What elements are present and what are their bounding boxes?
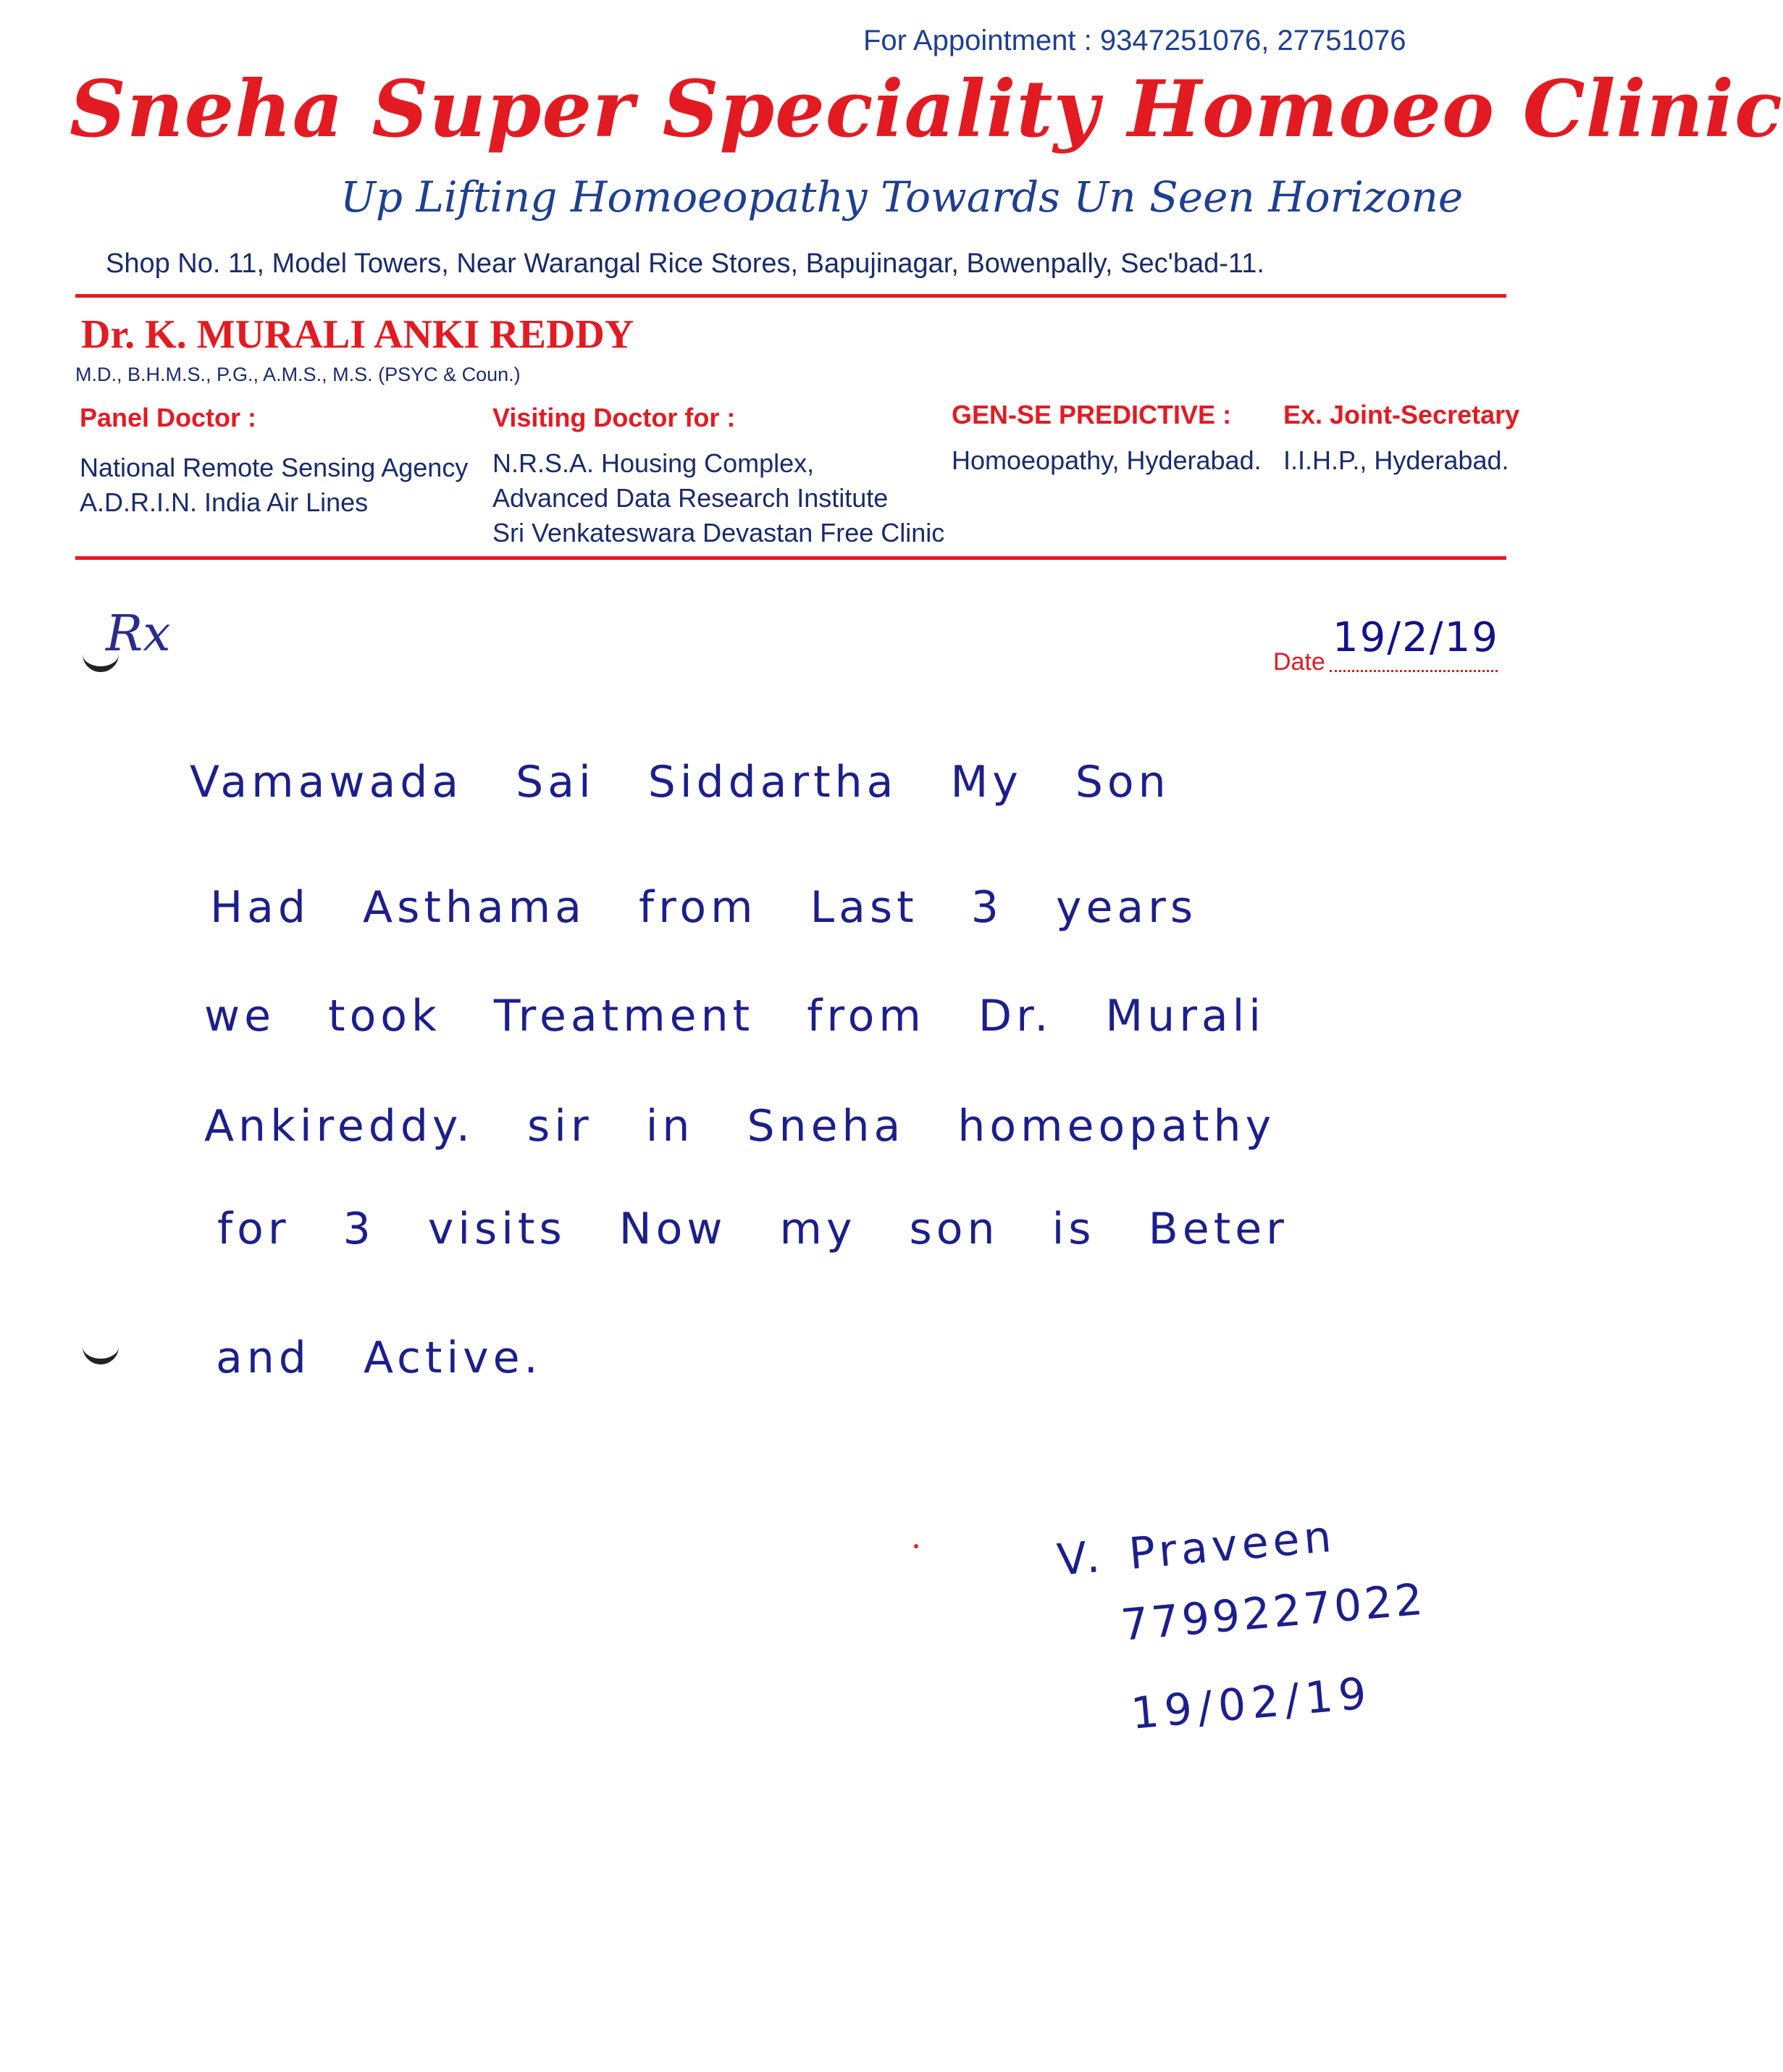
date-label: Date	[1273, 648, 1325, 676]
doctor-name: Dr. K. MURALI ANKI REDDY	[81, 312, 634, 357]
gen-se-predictive-column	[952, 400, 1262, 478]
column-heading: GEN-SE PREDICTIVE :	[952, 400, 1232, 429]
column-heading: Visiting Doctor for :	[492, 403, 736, 432]
signature-phone: 7799227022	[1118, 1574, 1428, 1651]
column-heading: Ex. Joint-Secretary	[1283, 400, 1520, 429]
rx-symbol: Rx	[106, 605, 171, 663]
note-line: Vamawada Sai Siddartha My Son	[190, 757, 1170, 808]
column-line: Sri Venkateswara Devastan Free Clinic	[492, 518, 945, 548]
doctor-degrees: M.D., B.H.M.S., P.G., A.M.S., M.S. (PSYC & Coun.)	[75, 364, 521, 385]
punch-hole	[83, 647, 119, 672]
ink-speck	[914, 1544, 918, 1548]
clinic-name: Sneha Super Speciality Homoeo Clinic	[70, 64, 1783, 155]
note-line: Had Asthama from Last 3 years	[210, 882, 1198, 933]
joint-secretary-column	[1283, 400, 1519, 478]
column-heading: Panel Doctor :	[80, 403, 257, 432]
note-line: we took Treatment from Dr. Murali	[204, 991, 1265, 1041]
header-divider-bottom	[75, 556, 1506, 560]
note-line: Ankireddy. sir in Sneha homeopathy	[204, 1101, 1276, 1152]
date-value: 19/2/19	[1333, 614, 1499, 661]
note-line: and Active.	[216, 1333, 542, 1383]
column-line: I.I.H.P., Hyderabad.	[1283, 445, 1509, 475]
note-line: for 3 visits Now my son is Beter	[217, 1204, 1288, 1254]
column-line: A.D.R.I.N. India Air Lines	[80, 487, 369, 517]
signature-date: 19/02/19	[1128, 1668, 1375, 1740]
column-line: Homoeopathy, Hyderabad.	[952, 445, 1262, 475]
column-line: Advanced Data Research Institute	[492, 483, 889, 513]
clinic-address: Shop No. 11, Model Towers, Near Warangal Rice Stores, Bapujinagar, Bowenpally, Sec'bad-11.	[106, 248, 1264, 279]
panel-doctor-column	[80, 403, 468, 520]
header-divider-top	[75, 294, 1506, 298]
clinic-tagline: Up Lifting Homoeopathy Towards Un Seen Horizone	[340, 172, 1464, 222]
punch-hole	[83, 1340, 119, 1364]
appointment-line: For Appointment : 9347251076, 27751076	[863, 25, 1406, 56]
column-line: National Remote Sensing Agency	[80, 453, 469, 482]
visiting-doctor-column	[492, 403, 944, 550]
column-line: N.R.S.A. Housing Complex,	[492, 448, 815, 478]
signature-name: V. Praveen	[1054, 1511, 1338, 1586]
date-dotted-line	[1330, 670, 1498, 672]
